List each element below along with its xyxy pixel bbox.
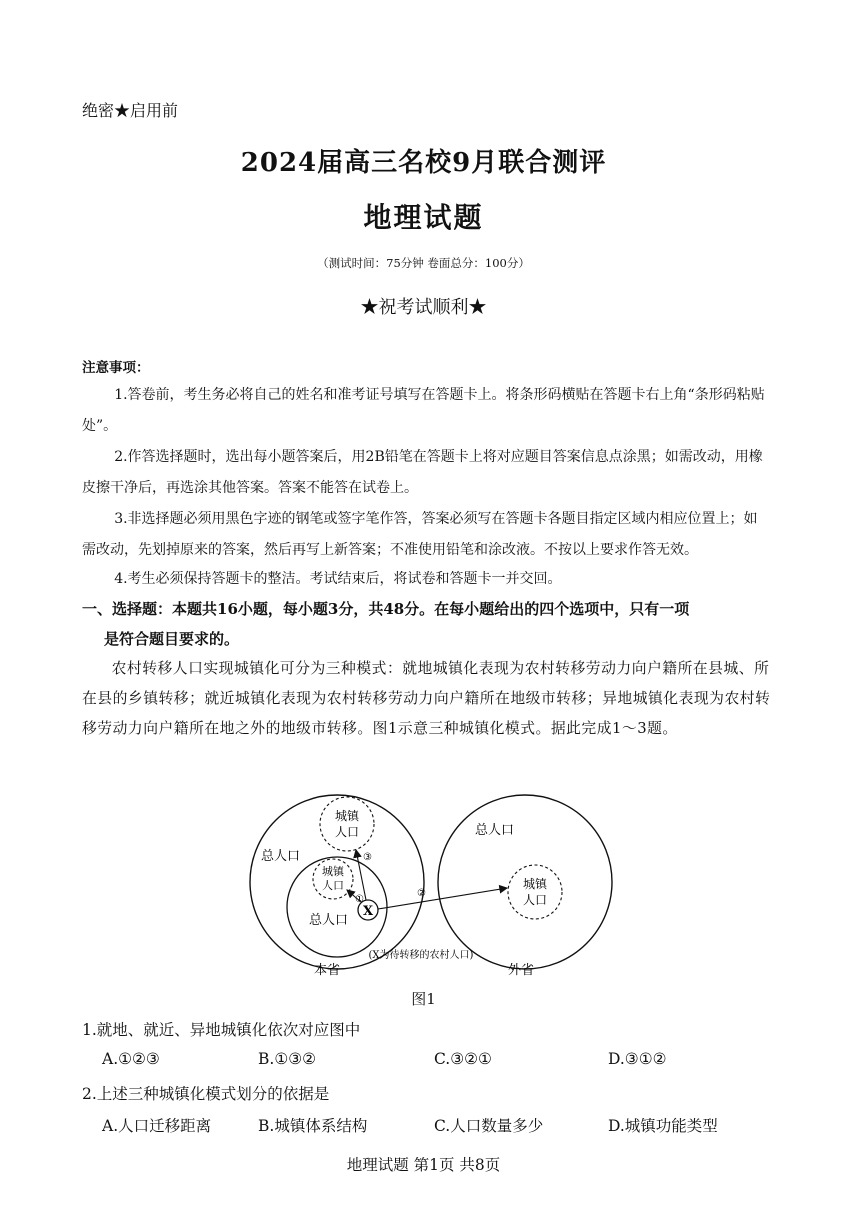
other-province-label: 外省 <box>507 963 535 978</box>
urbanization-diagram <box>235 782 615 982</box>
city-urban-label-2: 人口 <box>334 825 360 839</box>
city-urban-circle <box>320 797 374 851</box>
arrow-2 <box>378 888 507 909</box>
q2-option-c: C.人口数量多少 <box>434 1117 544 1135</box>
good-luck-line: ★祝考试顺利★ <box>360 297 487 318</box>
question-1-stem: 1.就地、就近、异地城镇化依次对应图中 <box>82 1021 361 1039</box>
county-urban-label-2: 人口 <box>322 879 344 892</box>
q2-option-b: B.城镇体系结构 <box>258 1117 368 1135</box>
notice-heading: 注意事项： <box>82 360 150 376</box>
notice-item-1: 1.答卷前，考生务必将自己的姓名和准考证号填写在答题卡上。将条形码横贴在答题卡右上角“条形码粘贴处”。 <box>82 387 765 434</box>
other-urban-label-1: 城镇 <box>522 877 548 891</box>
county-total-label: 总人口 <box>309 913 349 928</box>
other-urban-label-2: 人口 <box>522 893 548 907</box>
x-label: X <box>362 904 374 919</box>
other-total-label: 总人口 <box>475 823 515 838</box>
arrow-1-label: ① <box>355 894 364 905</box>
reading-material: 农村转移人口实现城镇化可分为三种模式：就地城镇化表现为农村转移劳动力向户籍所在县城、所在县的乡镇转移；就近城镇化表现为农村转移劳动力向户籍所在地级市转移；异地城镇化表现为农村转移劳动力向户籍所在地之外的地级市转移。图1示意三种城镇化模式。据此完成1～3题。 <box>82 660 771 737</box>
figure-caption: 图1 <box>411 990 436 1008</box>
subject-title: 地理试题 <box>363 201 484 234</box>
x-legend: (X为待转移的农村人口) <box>368 950 474 961</box>
q1-option-a: A.①②③ <box>102 1050 160 1068</box>
q1-option-c: C.③②① <box>434 1050 492 1068</box>
page-footer: 地理试题 第1页 共8页 <box>346 1156 501 1174</box>
q1-option-b: B.①③② <box>258 1050 317 1068</box>
arrow-2-label: ② <box>417 888 426 899</box>
q2-option-a: A.人口迁移距离 <box>102 1117 212 1135</box>
province-total-label: 总人口 <box>261 849 301 864</box>
figure-1 <box>235 782 615 986</box>
other-urban-circle <box>508 865 562 919</box>
time-info: （测试时间：75分钟 卷面总分：100分） <box>317 256 530 270</box>
notice-item-4: 4.考生必须保持答题卡的整洁。考试结束后，将试卷和答题卡一并交回。 <box>114 571 562 587</box>
q1-option-d: D.③①② <box>608 1050 667 1068</box>
section-line-1: 一、选择题：本题共16小题，每小题3分，共48分。在每小题给出的四个选项中，只有一项 <box>82 600 690 618</box>
notice-item-3: 3.非选择题必须用黑色字迹的钢笔或签字笔作答，答案必须写在答题卡各题目指定区域内相应位置上；如需改动，先划掉原来的答案，然后再写上新答案；不准使用铅笔和涂改液。不按以上要求作答无效。 <box>82 511 758 558</box>
section-heading <box>82 594 772 654</box>
county-urban-label-1: 城镇 <box>322 865 344 878</box>
secret-mark: 绝密★启用前 <box>82 101 179 120</box>
section-line-2: 是符合题目要求的。 <box>104 630 240 648</box>
home-province-label: 本省 <box>313 963 341 978</box>
exam-title: 2024届高三名校9月联合测评 <box>240 148 607 178</box>
q2-option-d: D.城镇功能类型 <box>608 1117 718 1135</box>
city-urban-label-1: 城镇 <box>334 809 360 823</box>
question-2-stem: 2.上述三种城镇化模式划分的依据是 <box>82 1085 330 1103</box>
arrow-3-label: ③ <box>363 852 372 863</box>
notice-item-2: 2.作答选择题时，选出每小题答案后，用2B铅笔在答题卡上将对应题目答案信息点涂黑；如需改动，用橡皮擦干净后，再选涂其他答案。答案不能答在试卷上。 <box>82 449 763 496</box>
